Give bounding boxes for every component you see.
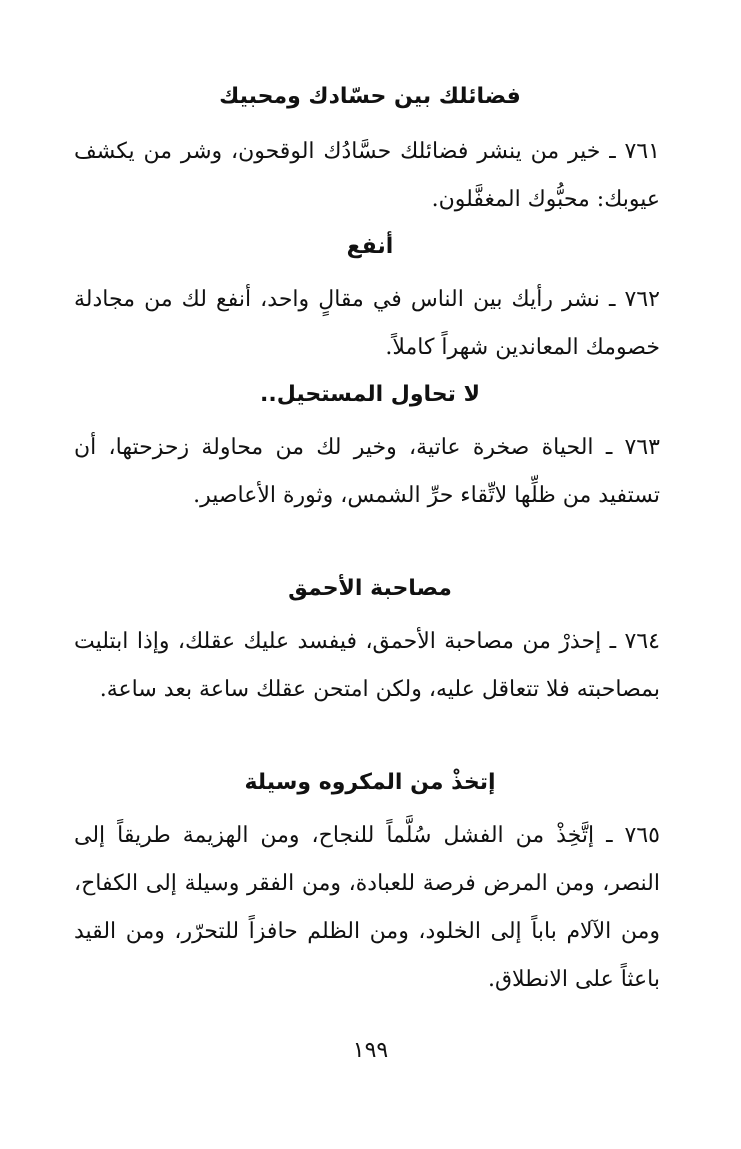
paragraph-number: ٧٦٢ ـ	[609, 287, 660, 312]
paragraph-763	[74, 424, 660, 520]
paragraph-number: ٧٦٥ ـ	[606, 823, 660, 848]
section-heading-impossible: لا تحاول المستحيل..	[260, 382, 480, 407]
paragraph-761	[74, 128, 660, 224]
section-heading-more-useful: أنفع	[346, 234, 394, 259]
paragraph-text: نشر رأيك بين الناس في مقالٍ واحد، أنفع لك من مجادلة خصومك المعاندين شهراً كاملاً.	[74, 287, 660, 360]
section-heading-jealous-and-lovers: فضائلك بين حسّادك ومحبيك	[219, 84, 521, 109]
paragraph-765	[74, 812, 660, 1004]
paragraph-text: إحذرْ من مصاحبة الأحمق، فيفسد عليك عقلك، وإذا ابتليت بمصاحبته فلا تتعاقل عليه، ولكن امتحن عقلك ساعة بعد ساعة.	[74, 629, 660, 702]
section-heading-take-from-adversity: إتخذْ من المكروه وسيلة	[244, 770, 496, 795]
paragraph-text: الحياة صخرة عاتية، وخير لك من محاولة زحزحتها، أن تستفيد من ظلِّها لاتِّقاء حرِّ الشمس، وثورة الأعاصير.	[74, 435, 660, 508]
paragraph-number: ٧٦٤ ـ	[609, 629, 660, 654]
paragraph-764	[74, 618, 660, 714]
paragraph-762	[74, 276, 660, 372]
paragraph-number: ٧٦٣ ـ	[605, 435, 660, 460]
section-heading-fool-company: مصاحبة الأحمق	[288, 576, 452, 601]
paragraph-text: خير من ينشر فضائلك حسَّادُك الوقحون، وشر من يكشف عيوبك: محبُّوك المغفَّلون.	[74, 139, 660, 212]
paragraph-text: إتَّخِذْ من الفشل سُلَّماً للنجاح، ومن الهزيمة طريقاً إلى النصر، ومن المرض فرصة للعبادة، ومن الفقر وسيلة إلى الكفاح، ومن الآلام باباً إلى الخلود، ومن الظلم حافزاً للتحرّر، ومن القيد باعثاً على الانطلاق.	[74, 823, 660, 992]
paragraph-number: ٧٦١ ـ	[609, 139, 660, 164]
page-number: ١٩٩	[352, 1038, 389, 1063]
